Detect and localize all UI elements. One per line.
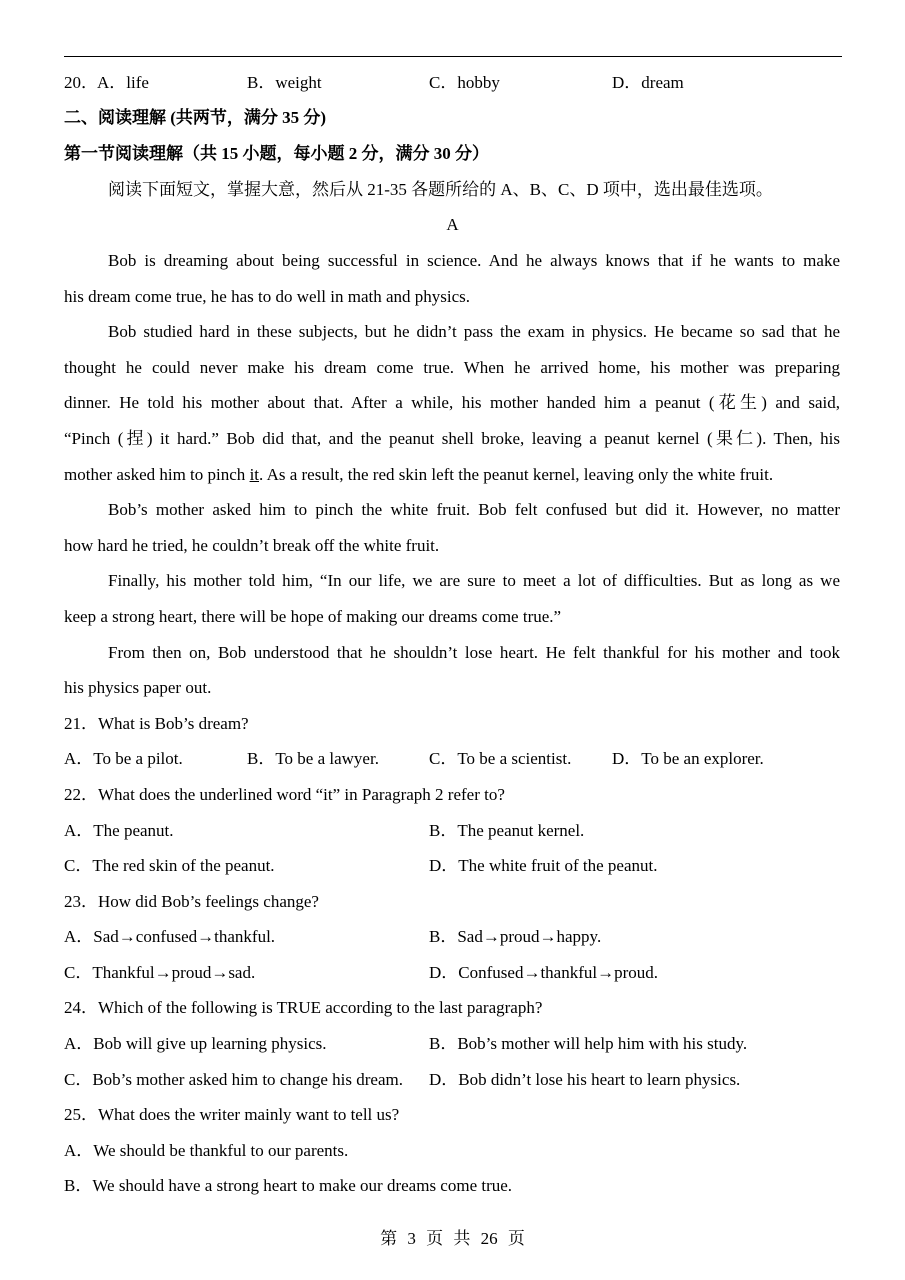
q21-option-d: D．To be an explorer. <box>612 749 764 768</box>
q23-option-d: D．Confused→thankful→proud. <box>429 963 659 982</box>
passage-line: Bob is dreaming about being successful in science. And he always knows that if he wants to make <box>108 251 840 270</box>
passage-line: keep a strong heart, there will be hope of making our dreams come true.” <box>64 607 562 626</box>
q20-option-c: C．hobby <box>429 73 500 92</box>
page-footer: 第 3 页 共 26 页 <box>380 1229 525 1248</box>
q22-option-a: A．The peanut. <box>64 821 174 840</box>
passage-line: how hard he tried, he couldn’t break off the white fruit. <box>64 536 440 555</box>
q23-option-b: B．Sad→proud→happy. <box>429 927 602 946</box>
q24-option-a: A．Bob will give up learning physics. <box>64 1034 327 1053</box>
q21-option-a: A．To be a pilot. <box>64 749 183 768</box>
q25-option-b: B．We should have a strong heart to make our dreams come true. <box>64 1176 513 1195</box>
passage-text: mother asked him to pinch <box>64 465 250 484</box>
q25-option-a: A．We should be thankful to our parents. <box>64 1141 349 1160</box>
q22-option-c: C．The red skin of the peanut. <box>64 856 275 875</box>
q23-option-c: C．Thankful→proud→sad. <box>64 963 256 982</box>
q21-option-b: B．To be a lawyer. <box>247 749 379 768</box>
q22-question: 22．What does the underlined word “it” in Paragraph 2 refer to? <box>64 785 505 804</box>
q24-option-c: C．Bob’s mother asked him to change his dream. <box>64 1070 403 1089</box>
q20-number: 20． <box>64 73 98 92</box>
q20-option-d: D．dream <box>612 73 684 92</box>
q23-option-a: A．Sad→confused→thankful. <box>64 927 276 946</box>
q22-option-d: D．The white fruit of the peanut. <box>429 856 658 875</box>
passage-line-underlined <box>64 464 773 486</box>
subsection-title: 第一节阅读理解（共 15 小题，每小题 2 分，满分 30 分） <box>64 144 489 163</box>
passage-line: dinner. He told his mother about that. After a while, his mother handed him a peanut (花生) and said, <box>64 393 840 412</box>
passage-line: his dream come true, he has to do well in math and physics. <box>64 287 471 306</box>
q24-option-d: D．Bob didn’t lose his heart to learn physics. <box>429 1070 741 1089</box>
passage-line: Bob studied hard in these subjects, but he didn’t pass the exam in physics. He became so sad that he <box>108 322 840 341</box>
passage-line: From then on, Bob understood that he shouldn’t lose heart. He felt thankful for his mother and took <box>108 643 840 662</box>
q22-option-b: B．The peanut kernel. <box>429 821 585 840</box>
q20-option-b: B．weight <box>247 73 322 92</box>
passage-line: his physics paper out. <box>64 678 212 697</box>
passage-label: A <box>446 215 459 234</box>
section-title: 二、阅读理解 (共两节，满分 35 分) <box>64 108 327 127</box>
q23-question: 23．How did Bob’s feelings change? <box>64 892 319 911</box>
q21-option-c: C．To be a scientist. <box>429 749 572 768</box>
underlined-word-it: it <box>249 465 260 484</box>
q24-question: 24．Which of the following is TRUE according to the last paragraph? <box>64 998 543 1017</box>
q21-question: 21．What is Bob’s dream? <box>64 714 249 733</box>
q25-question: 25．What does the writer mainly want to tell us? <box>64 1105 400 1124</box>
instruction: 阅读下面短文，掌握大意，然后从 21-35 各题所给的 A、B、C、D 项中，选出最佳选项。 <box>108 180 773 199</box>
passage-line: “Pinch (捏) it hard.” Bob did that, and the peanut shell broke, leaving a peanut kernel (果仁). Then, his <box>64 429 840 448</box>
top-rule <box>64 56 842 57</box>
passage-text: . As a result, the red skin left the peanut kernel, leaving only the white fruit. <box>259 465 774 484</box>
q24-option-b: B．Bob’s mother will help him with his study. <box>429 1034 748 1053</box>
passage-line: Bob’s mother asked him to pinch the white fruit. Bob felt confused but did it. However, no matter <box>108 500 840 519</box>
passage-line: thought he could never make his dream come true. When he arrived home, his mother was preparing <box>64 358 840 377</box>
q20-option-a: A．life <box>97 73 149 92</box>
passage-line: Finally, his mother told him, “In our life, we are sure to meet a lot of difficulties. But as long as we <box>108 571 840 590</box>
